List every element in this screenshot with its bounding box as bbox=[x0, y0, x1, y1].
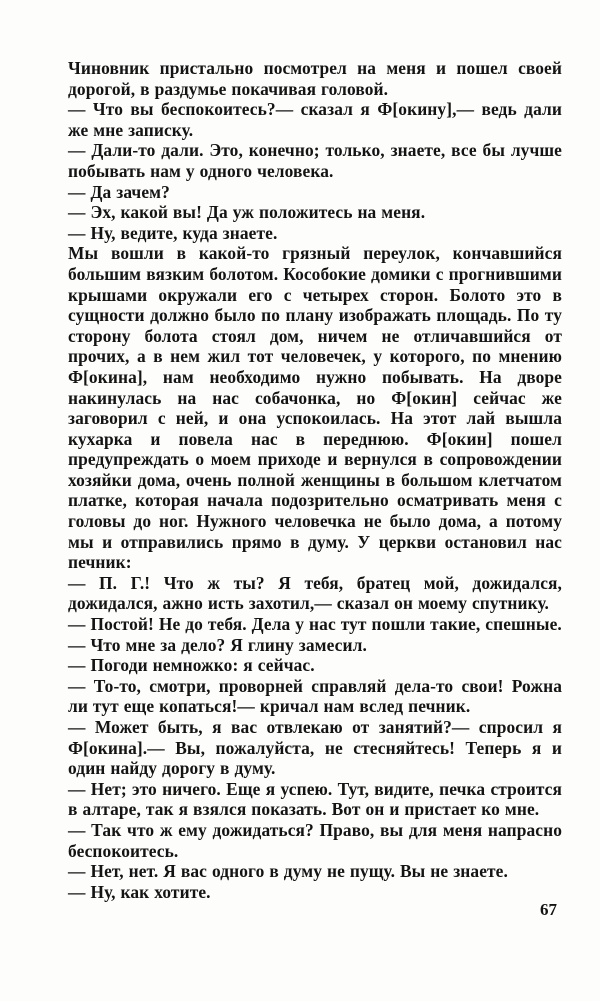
dialogue-line: — Так что ж ему дожидаться? Право, вы для меня напрасно беспокоитесь. bbox=[68, 819, 562, 861]
dialogue-line: — То-то, смотри, проворней справляй дела-то свои! Рожна ли тут еще копаться!— кричал нам вслед печник. bbox=[68, 675, 562, 717]
dialogue-line: — Эх, какой вы! Да уж положитесь на меня. bbox=[68, 202, 426, 223]
page-text bbox=[68, 58, 562, 902]
dialogue-line: — Нет, нет. Я вас одного в думу не пущу. Вы не знаете. bbox=[68, 861, 508, 882]
dialogue-line: — Да зачем? bbox=[68, 181, 170, 202]
dialogue-line: — Что вы беспокоитесь?— сказал я Ф[окину],— ведь дали же мне записку. bbox=[68, 99, 562, 140]
dialogue-line: — Постой! Не до тебя. Дела у нас тут пошли такие, спешные. bbox=[68, 614, 562, 635]
dialogue-line: — Погоди немножко: я сейчас. bbox=[68, 655, 315, 676]
dialogue-line: — Ну, как хотите. bbox=[68, 881, 211, 902]
page-number: 67 bbox=[540, 900, 557, 919]
dialogue-line: — Дали-то дали. Это, конечно; только, знаете, все бы лучше побывать нам у одного человека. bbox=[68, 140, 562, 181]
dialogue-line: — Может быть, я вас отвлекаю от занятий?— спросил я Ф[окина].— Вы, пожалуйста, не стесняйтесь! Теперь я и один найду дорогу в думу. bbox=[68, 717, 562, 779]
dialogue-line: — Что мне за дело? Я глину замесил. bbox=[68, 634, 367, 655]
paragraph: Мы вошли в какой-то грязный переулок, кончавшийся большим вязким болотом. Кособокие домики с прогнившими крышами окружали его с четырех сторон. Болото это в сущности должно было по плану изображать площадь. По ту сторону болота стоял дом, ничем не отличавшийся от прочих, а в нем жил тот человечек, у которого, по мнению Ф[окина], нам необходимо нужно побывать. На дворе накинулась на нас собачонка, но Ф[окин] сейчас же заговорил с ней, и она успокоилась. На этот лай вышла кухарка и повела нас в переднюю. Ф[окин] пошел предупреждать о моем приходе и вернулся в сопровождении хозяйки дома, очень полной женщины в большом клетчатом платке, которая начала подозрительно осматривать меня с головы до ног. Нужного человечка не было дома, а потому мы и отправились прямо в думу. У церкви остановил нас печник: bbox=[68, 243, 562, 573]
paragraph: Чиновник пристально посмотрел на меня и пошел своей дорогой, в раздумье покачивая головой. bbox=[68, 58, 562, 99]
dialogue-line: — П. Г.! Что ж ты? Я тебя, братец мой, дожидался, дожидался, ажно исть захотил,— сказал он моему спутнику. bbox=[68, 572, 562, 614]
dialogue-line: — Нет; это ничего. Еще я успею. Тут, видите, печка строится в алтаре, так я взялся показать. Вот он и пристает ко мне. bbox=[68, 778, 562, 820]
dialogue-line: — Ну, ведите, куда знаете. bbox=[68, 222, 278, 243]
